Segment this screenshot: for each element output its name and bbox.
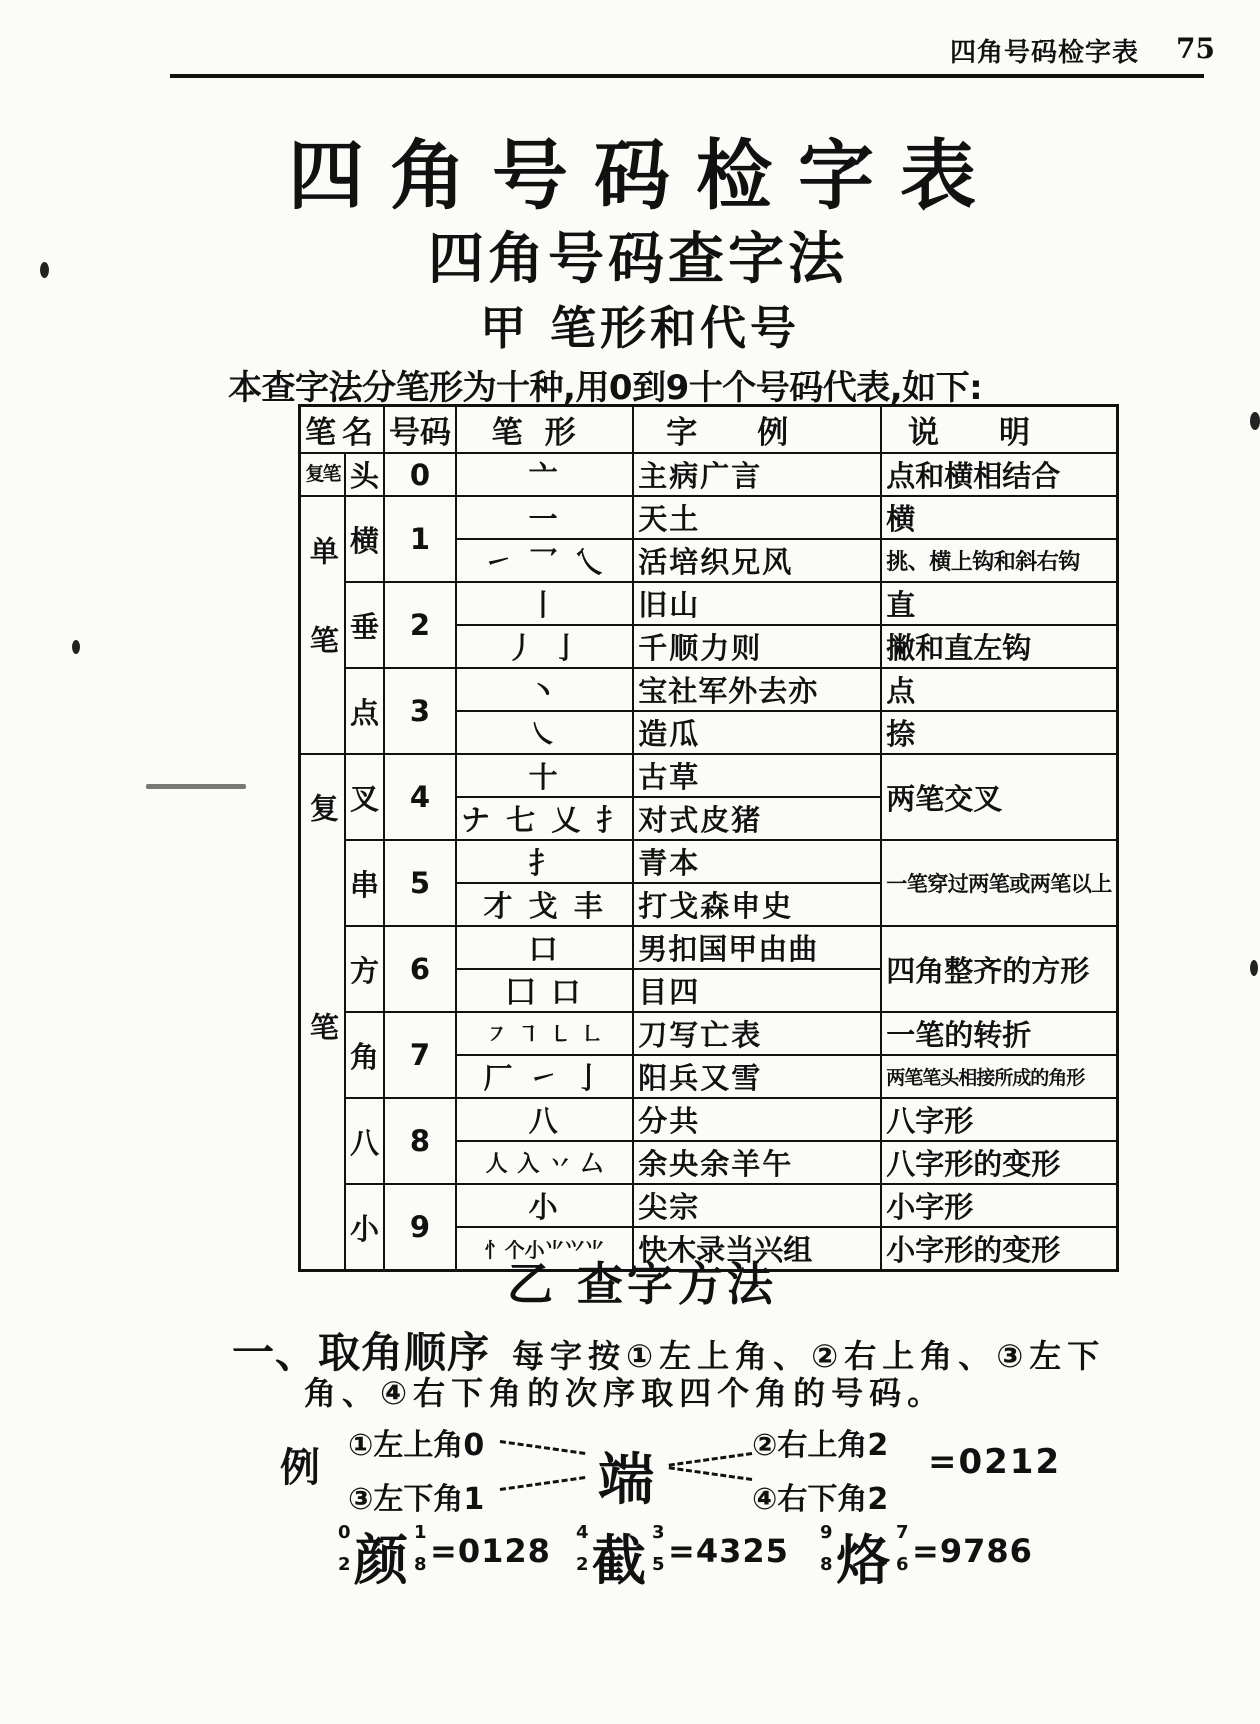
header-stroke-name: 笔名	[300, 406, 385, 454]
stroke-example: 阳兵又雪	[633, 1055, 881, 1098]
combo-tr: 1	[414, 1522, 427, 1543]
stroke-name: 串	[345, 840, 384, 926]
stroke-example: 造瓜	[633, 711, 881, 754]
stroke-shape: 囗 口	[456, 969, 633, 1012]
stroke-example: 打戈森申史	[633, 883, 881, 926]
example-combo-3	[820, 1518, 1040, 1592]
scan-speck	[1250, 960, 1258, 976]
example-combo-1	[338, 1518, 551, 1592]
stroke-desc: 一笔的转折	[881, 1012, 1117, 1055]
table-header-row	[300, 406, 1118, 454]
combo-result: =0128	[430, 1532, 551, 1570]
stroke-example: 余央余羊午	[633, 1141, 881, 1184]
combo-result: =9786	[912, 1532, 1033, 1570]
combo-char: 颜	[354, 1529, 408, 1592]
rule-body-line2: 角、④右下角的次序取四个角的号码。	[304, 1374, 946, 1412]
stroke-example: 分共	[633, 1098, 881, 1141]
combo-tr: 7	[896, 1522, 909, 1543]
combo-tl: 9	[820, 1522, 833, 1543]
combo-br: 6	[896, 1554, 909, 1575]
stroke-example: 对式皮猪	[633, 797, 881, 840]
stroke-name: 方	[345, 926, 384, 1012]
stroke-name: 垂	[345, 582, 384, 668]
combo-bl: 2	[338, 1554, 351, 1575]
scan-speck	[1250, 412, 1260, 430]
stroke-code: 5	[384, 840, 456, 926]
header-shape: 笔形	[456, 406, 633, 454]
running-header: 四角号码检字表	[950, 38, 1140, 68]
rule-lead: 一、取角顺序	[232, 1328, 491, 1377]
combo-bl: 8	[820, 1554, 833, 1575]
stroke-example: 快木录当兴组	[633, 1227, 881, 1271]
stroke-shape: 一	[456, 496, 633, 539]
example-bottom-right: ④右下角2	[752, 1482, 889, 1517]
stroke-shape: ㇀ 乛 乀	[456, 539, 633, 582]
table-row	[300, 1098, 1118, 1141]
dash-bottom-left	[500, 1476, 586, 1491]
stroke-example: 主病广言	[633, 453, 881, 496]
combo-tl: 0	[338, 1522, 351, 1543]
stroke-shape: ㇏	[456, 711, 633, 754]
stroke-example: 男扣国甲由曲	[633, 926, 881, 969]
stroke-example: 宝社军外去亦	[633, 668, 881, 711]
example-top-right: ②右上角2	[752, 1428, 889, 1463]
stroke-name: 叉	[345, 754, 384, 840]
stroke-desc: 一笔穿过两笔或两笔以上	[881, 840, 1117, 926]
stroke-desc: 小字形的变形	[881, 1227, 1117, 1271]
stroke-code: 0	[384, 453, 456, 496]
section-a-intro: 本查字法分笔形为十种,用0到9十个号码代表,如下:	[228, 368, 983, 408]
stroke-example: 古草	[633, 754, 881, 797]
table-row	[300, 1184, 1118, 1227]
stroke-name: 角	[345, 1012, 384, 1098]
stroke-name: 头	[345, 453, 384, 496]
stroke-example: 目四	[633, 969, 881, 1012]
stroke-example: 青本	[633, 840, 881, 883]
stroke-shape: 亠	[456, 453, 633, 496]
stroke-shape: 丨	[456, 582, 633, 625]
stroke-code: 2	[384, 582, 456, 668]
header-example: 字例	[633, 406, 881, 454]
dash-bottom-right	[669, 1466, 753, 1481]
scan-speck	[72, 640, 80, 654]
stroke-desc: 两笔笔头相接所成的角形	[881, 1055, 1117, 1098]
stroke-shape: 厂 ㇀ 亅	[456, 1055, 633, 1098]
stroke-example: 旧山	[633, 582, 881, 625]
example-bottom-left: ③左下角1	[348, 1482, 485, 1517]
stroke-desc: 点和横相结合	[881, 453, 1117, 496]
header-code: 号码	[384, 406, 456, 454]
stroke-code: 3	[384, 668, 456, 754]
example-character: 端	[598, 1448, 654, 1513]
category-fubi-top: 复笔	[300, 453, 345, 496]
rule-body-line1: 每字按①左上角、②右上角、③左下	[512, 1337, 1106, 1375]
stroke-desc: 两笔交叉	[881, 754, 1117, 840]
stroke-name: 横	[345, 496, 384, 582]
page-title: 四角号码检字表	[288, 131, 1002, 220]
stroke-desc: 横	[881, 496, 1117, 539]
combo-char: 烙	[836, 1529, 890, 1592]
stroke-shape: 丿 亅	[456, 625, 633, 668]
stroke-desc: 小字形	[881, 1184, 1117, 1227]
table-row	[300, 453, 1118, 496]
page-subtitle: 四角号码查字法	[428, 227, 848, 292]
example-top-left: ①左上角0	[348, 1428, 485, 1463]
stroke-name: 点	[345, 668, 384, 754]
stroke-shape: ナ 七 乂 扌	[456, 797, 633, 840]
stroke-desc: 直	[881, 582, 1117, 625]
stroke-code-table	[298, 404, 1119, 1272]
section-b-heading: 乙 查字方法	[506, 1257, 777, 1311]
scan-speck	[146, 784, 246, 789]
example-combo-2	[576, 1518, 789, 1592]
combo-tr: 3	[652, 1522, 665, 1543]
example-label: 例	[280, 1445, 320, 1491]
scan-speck	[40, 262, 49, 278]
stroke-shape: 人 入 丷 厶	[456, 1141, 633, 1184]
combo-result: =4325	[668, 1532, 789, 1570]
stroke-name: 八	[345, 1098, 384, 1184]
stroke-shape: 扌	[456, 840, 633, 883]
combo-tl: 4	[576, 1522, 589, 1543]
stroke-desc: 撇和直左钩	[881, 625, 1117, 668]
stroke-shape: 才 戈 丰	[456, 883, 633, 926]
stroke-name: 小	[345, 1184, 384, 1271]
table-row	[300, 840, 1118, 883]
stroke-example: 千顺力则	[633, 625, 881, 668]
stroke-desc: 八字形的变形	[881, 1141, 1117, 1184]
stroke-example: 天土	[633, 496, 881, 539]
table-row	[300, 582, 1118, 625]
stroke-code: 8	[384, 1098, 456, 1184]
stroke-code: 7	[384, 1012, 456, 1098]
stroke-example: 尖宗	[633, 1184, 881, 1227]
stroke-code: 6	[384, 926, 456, 1012]
stroke-shape: 丶	[456, 668, 633, 711]
example-result: =0212	[928, 1442, 1062, 1482]
combo-br: 5	[652, 1554, 665, 1575]
combo-char: 截	[592, 1529, 646, 1592]
combo-bl: 2	[576, 1554, 589, 1575]
table-row	[300, 926, 1118, 969]
section-a-heading: 甲 笔形和代号	[479, 301, 800, 355]
table-row	[300, 754, 1118, 797]
dash-top-left	[500, 1440, 586, 1455]
stroke-shape: ㇇ ㇕ ㇄ ㇗	[456, 1012, 633, 1055]
stroke-shape: 口	[456, 926, 633, 969]
category-danbi: 单笔	[300, 496, 345, 754]
stroke-shape: 十	[456, 754, 633, 797]
header-desc: 说明	[881, 406, 1117, 454]
stroke-shape: 八	[456, 1098, 633, 1141]
header-rule	[170, 74, 1204, 78]
table-row	[300, 668, 1118, 711]
stroke-desc: 挑、横上钩和斜右钩	[881, 539, 1117, 582]
stroke-code: 9	[384, 1184, 456, 1271]
category-fubi: 复笔	[300, 754, 345, 1271]
stroke-desc: 捺	[881, 711, 1117, 754]
stroke-example: 刀写亡表	[633, 1012, 881, 1055]
stroke-shape: 小	[456, 1184, 633, 1227]
stroke-code: 4	[384, 754, 456, 840]
page-number: 75	[1176, 32, 1215, 65]
stroke-desc: 四角整齐的方形	[881, 926, 1117, 1012]
table-row	[300, 496, 1118, 539]
stroke-example: 活培织兄风	[633, 539, 881, 582]
table-row	[300, 1012, 1118, 1055]
combo-br: 8	[414, 1554, 427, 1575]
stroke-code: 1	[384, 496, 456, 582]
stroke-shape: 忄个小⺌⺍⺌	[456, 1227, 633, 1271]
dash-top-right	[669, 1452, 753, 1467]
stroke-desc: 八字形	[881, 1098, 1117, 1141]
stroke-desc: 点	[881, 668, 1117, 711]
